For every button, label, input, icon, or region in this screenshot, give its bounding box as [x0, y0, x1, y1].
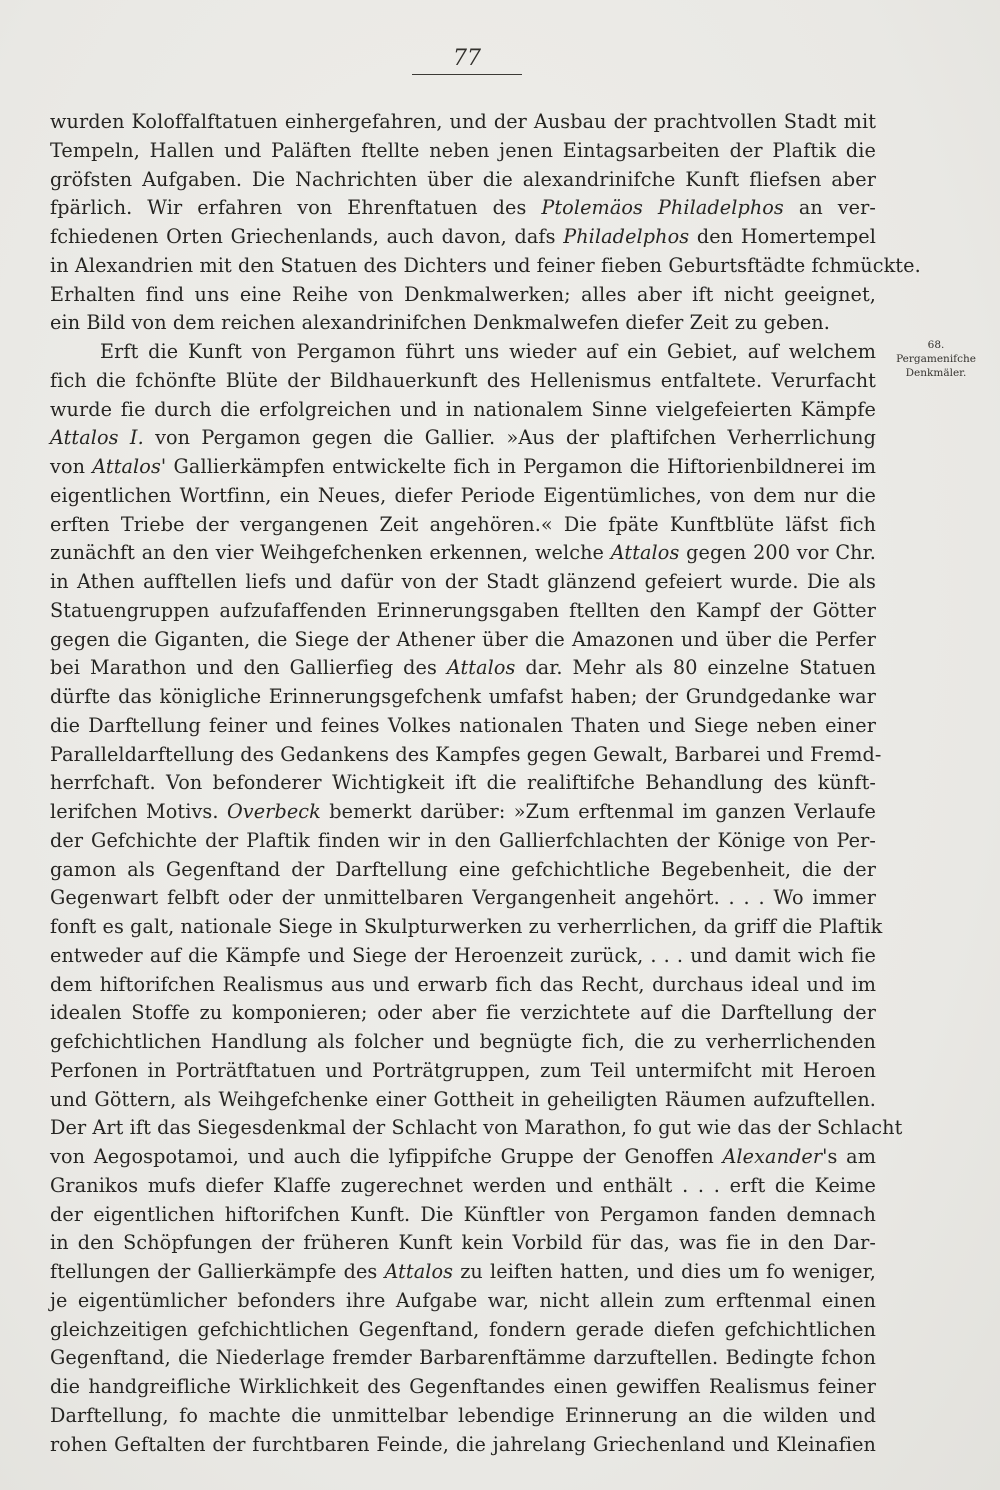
italic-name: Philadelphos	[563, 225, 690, 248]
text-run: 's am	[822, 1145, 877, 1168]
text-line	[50, 108, 876, 137]
text-run: Gegenftand, die Niederlage fremder Barbarenftämme darzuftellen. Bedingte fchon	[50, 1346, 876, 1370]
text-line	[50, 1229, 876, 1258]
text-line	[50, 1402, 876, 1431]
page-header	[412, 46, 522, 75]
text-run: Der Art ift das Siegesdenkmal der Schlacht von Marathon, fo gut wie das der Schlacht	[50, 1116, 903, 1140]
text-run: wurde fie durch die erfolgreichen und in nationalem Sinne vielgefeierten Kämpfe	[50, 397, 876, 421]
text-line	[50, 654, 876, 683]
text-run: fchiedenen Orten Griechenlands, auch davon, dafs	[50, 225, 564, 248]
text-line	[50, 1143, 876, 1172]
text-line	[50, 884, 876, 913]
text-line	[50, 798, 876, 827]
text-run: fich die fchönfte Blüte der Bildhauerkunft des Hellenismus entfaltete. Verurfacht	[50, 368, 876, 392]
body-text	[50, 108, 921, 1459]
text-run: der eigentlichen hiftorifchen Kunft. Die Künftler von Pergamon fanden demnach	[50, 1202, 876, 1226]
text-line	[50, 971, 876, 1000]
text-line	[50, 194, 876, 223]
text-run: an ver-	[783, 196, 876, 220]
text-run: eigentlichen Wortfinn, ein Neues, diefer Periode Eigentümliches, von dem nur die	[50, 483, 876, 507]
text-line	[50, 913, 883, 942]
text-run: von Aegospotamoi, und auch die lyfippifche Gruppe der Genoffen	[50, 1145, 723, 1168]
text-run: den Homertempel	[689, 225, 876, 248]
text-run: dürfte das königliche Erinnerungsgefchenk umfafst haben; der Grundgedanke war	[50, 685, 876, 708]
text-line	[50, 223, 876, 252]
text-run: fonft es galt, nationale Siege in Skulpturwerken zu verherrlichen, da griff die Plaftik	[50, 915, 883, 938]
text-line	[50, 626, 876, 655]
text-run: dar. Mehr als 80 einzelne Statuen	[515, 656, 876, 680]
text-run: idealen Stoffe zu komponieren; oder aber fie verzichtete auf die Darftellung der	[50, 1001, 876, 1025]
text-run: in Alexandrien mit den Statuen des Dichters und feiner fieben Geburtsftädte fchmückte.	[50, 253, 921, 277]
text-run: zunächft an den vier Weihgefchenken erkennen, welche	[50, 541, 611, 565]
text-run: Erhalten find uns eine Reihe von Denkmalwerken; alles aber ift nicht geeignet,	[50, 282, 876, 306]
text-line	[50, 741, 882, 770]
text-run: je eigentümlicher befonders ihre Aufgabe war, nicht allein zum erftenmal einen	[50, 1288, 876, 1312]
italic-name: Alexander	[722, 1145, 823, 1168]
text-line	[50, 683, 876, 712]
text-line	[50, 309, 876, 338]
italic-name: Ptolemäos Philadelphos	[541, 196, 784, 220]
text-line	[50, 338, 876, 367]
text-run: von	[50, 455, 93, 478]
text-line	[50, 1201, 876, 1230]
text-line	[50, 1316, 876, 1345]
text-line	[50, 1431, 876, 1460]
text-line	[50, 856, 876, 885]
text-line	[50, 769, 876, 798]
text-run: gegen 200 vor Chr.	[679, 541, 877, 565]
text-run: entweder auf die Kämpfe und Siege der Heroenzeit zurück, . . . und damit wich fie	[50, 943, 876, 967]
text-run: erften Triebe der vergangenen Zeit angehören.« Die fpäte Kunftblüte läfst fich	[50, 512, 876, 536]
italic-name: Attalos	[446, 656, 516, 680]
text-line	[50, 482, 876, 511]
text-run: gröfsten Aufgaben. Die Nachrichten über die alexandrinifche Kunft fliefsen aber	[50, 167, 876, 191]
text-run: Tempeln, Hallen und Paläften ftellte neben jenen Eintagsarbeiten der Plaftik die	[50, 138, 876, 162]
text-line	[50, 367, 876, 396]
text-run: Paralleldarftellung des Gedankens des Kampfes gegen Gewalt, Barbarei und Fremd-	[50, 742, 882, 766]
text-line	[50, 1344, 876, 1373]
text-line	[50, 281, 876, 310]
text-line	[50, 1258, 876, 1287]
page-number: 77	[453, 46, 481, 71]
marginal-note-number: 68.	[927, 339, 945, 351]
text-line	[50, 1287, 876, 1316]
text-run: wurden Koloffalftatuen einhergefahren, und der Ausbau der prachtvollen Stadt mit	[50, 110, 876, 133]
text-run: von Pergamon gegen die Gallier. »Aus der plaftifchen Verherrlichung	[143, 426, 876, 450]
text-line	[50, 1086, 876, 1115]
text-line	[50, 1373, 876, 1402]
text-run: gefchichtlichen Handlung als folcher und begnügte fich, die zu verherrlichenden	[50, 1030, 876, 1053]
text-line	[50, 827, 876, 856]
text-run: gegen die Giganten, die Siege der Athener über die Amazonen und über die Perfer	[50, 627, 876, 651]
text-line	[50, 942, 876, 971]
page-number-rule	[412, 74, 522, 75]
text-line	[50, 539, 876, 568]
text-line	[50, 137, 876, 166]
text-line	[50, 568, 876, 597]
text-line	[50, 1114, 903, 1143]
italic-name: Overbeck	[226, 800, 321, 823]
text-line	[50, 453, 876, 482]
text-run: zu leiften hatten, und dies um fo weniger,	[453, 1260, 876, 1283]
text-run: bemerkt darüber: »Zum erftenmal im ganzen Verlaufe	[320, 800, 876, 823]
text-run: gleichzeitigen gefchichtlichen Gegenftand, fondern gerade diefen gefchichtlichen	[50, 1317, 876, 1341]
text-run: fpärlich. Wir erfahren von Ehrenftatuen des	[50, 196, 542, 220]
italic-name: Attalos'	[92, 455, 167, 478]
text-line	[50, 396, 876, 425]
text-run: Perfonen in Porträtftatuen und Porträtgruppen, zum Teil untermifcht mit Heroen	[50, 1058, 876, 1082]
marginal-note	[880, 338, 992, 380]
text-run: herrfchaft. Von befonderer Wichtigkeit ift die realiftifche Behandlung des künft-	[50, 771, 876, 795]
text-run: die Darftellung feiner und feines Volkes nationalen Thaten und Siege neben einer	[50, 713, 876, 737]
marginal-note-line-2: Denkmäler.	[905, 367, 967, 379]
text-run: ftellungen der Gallierkämpfe des	[50, 1260, 385, 1283]
text-line	[50, 511, 876, 540]
text-run: ein Bild von dem reichen alexandrinifchen Denkmalwefen diefer Zeit zu geben.	[50, 311, 830, 335]
text-line	[50, 1172, 876, 1201]
text-line	[50, 252, 921, 281]
text-run: die handgreifliche Wirklichkeit des Gegenftandes einen gewiffen Realismus feiner	[50, 1375, 876, 1398]
text-line	[50, 597, 876, 626]
italic-name: Attalos	[384, 1260, 454, 1283]
text-run: der Gefchichte der Plaftik finden wir in den Gallierfchlachten der Könige von Per-	[50, 828, 876, 852]
text-line	[50, 1028, 876, 1057]
text-line	[50, 999, 876, 1028]
text-run: Statuengruppen aufzufaffenden Erinnerungsgaben ftellten den Kampf der Götter	[50, 598, 876, 622]
text-run: in den Schöpfungen der früheren Kunft kein Vorbild für das, was fie in den Dar-	[50, 1231, 876, 1255]
text-run: in Athen aufftellen liefs und dafür von der Stadt glänzend gefeiert wurde. Die als	[50, 570, 876, 593]
text-run: gamon als Gegenftand der Darftellung eine gefchichtliche Begebenheit, die der	[50, 857, 876, 881]
text-run: bei Marathon und den Gallierfieg des	[50, 656, 447, 680]
text-line	[50, 166, 876, 195]
text-run: dem hiftorifchen Realismus aus und erwarb fich das Recht, durchaus ideal und im	[50, 972, 876, 996]
text-run: und Göttern, als Weihgefchenke einer Gottheit in geheiligten Räumen aufzuftellen.	[50, 1087, 876, 1111]
text-run: Darftellung, fo machte die unmittelbar lebendige Erinnerung an die wilden und	[50, 1403, 876, 1427]
text-run: Gallierkämpfen entwickelte fich in Pergamon die Hiftorienbildnerei im	[166, 455, 877, 478]
text-run: lerifchen Motivs.	[50, 800, 227, 823]
marginal-note-line-1: Pergamenifche	[896, 353, 976, 365]
text-run: Gegenwart felbft oder der unmittelbaren Vergangenheit angehört. . . . Wo immer	[50, 886, 876, 910]
text-run: rohen Geftalten der furchtbaren Feinde, die jahrelang Griechenland und Kleinafien	[50, 1432, 876, 1456]
text-run: Granikos mufs diefer Klaffe zugerechnet werden und enthält . . . erft die Keime	[50, 1173, 876, 1197]
text-line	[50, 424, 876, 453]
italic-name: Attalos I.	[50, 426, 144, 450]
text-line	[50, 1057, 876, 1086]
text-line	[50, 712, 876, 741]
italic-name: Attalos	[610, 541, 680, 565]
text-run: Erft die Kunft von Pergamon führt uns wieder auf ein Gebiet, auf welchem	[100, 340, 876, 363]
